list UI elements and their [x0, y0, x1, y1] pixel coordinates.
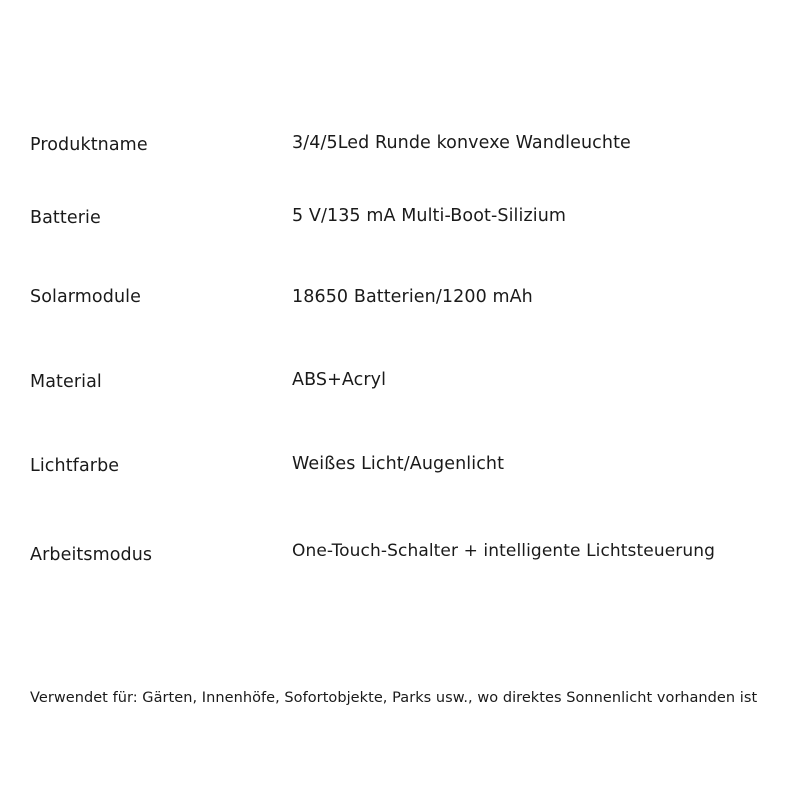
- spec-value: 18650 Batterien/1200 mAh: [292, 287, 533, 307]
- spec-value: Weißes Licht/Augenlicht: [292, 454, 505, 474]
- spec-label: Arbeitsmodus: [30, 545, 153, 565]
- spec-value: 3/4/5Led Runde konvexe Wandleuchte: [292, 133, 631, 153]
- table-row: [30, 453, 786, 538]
- spec-label: Solarmodule: [30, 287, 141, 307]
- table-row: [30, 538, 786, 598]
- specification-table: [30, 118, 786, 598]
- spec-label: Lichtfarbe: [30, 456, 120, 476]
- spec-label: Material: [30, 372, 102, 392]
- spec-label: Produktname: [30, 135, 148, 155]
- table-row: [30, 284, 786, 369]
- usage-footnote: Verwendet für: Gärten, Innenhöfe, Sofortobjekte, Parks usw., wo direktes Sonnenlicht vorhanden ist: [30, 690, 758, 706]
- spec-value: ABS+Acryl: [292, 370, 387, 390]
- table-row: [30, 118, 786, 203]
- table-row: [30, 203, 786, 284]
- spec-value: 5 V/135 mA Multi-Boot-Silizium: [292, 206, 567, 226]
- spec-label: Batterie: [30, 208, 101, 228]
- spec-value: One-Touch-Schalter + intelligente Lichtsteuerung: [292, 541, 716, 561]
- table-row: [30, 369, 786, 453]
